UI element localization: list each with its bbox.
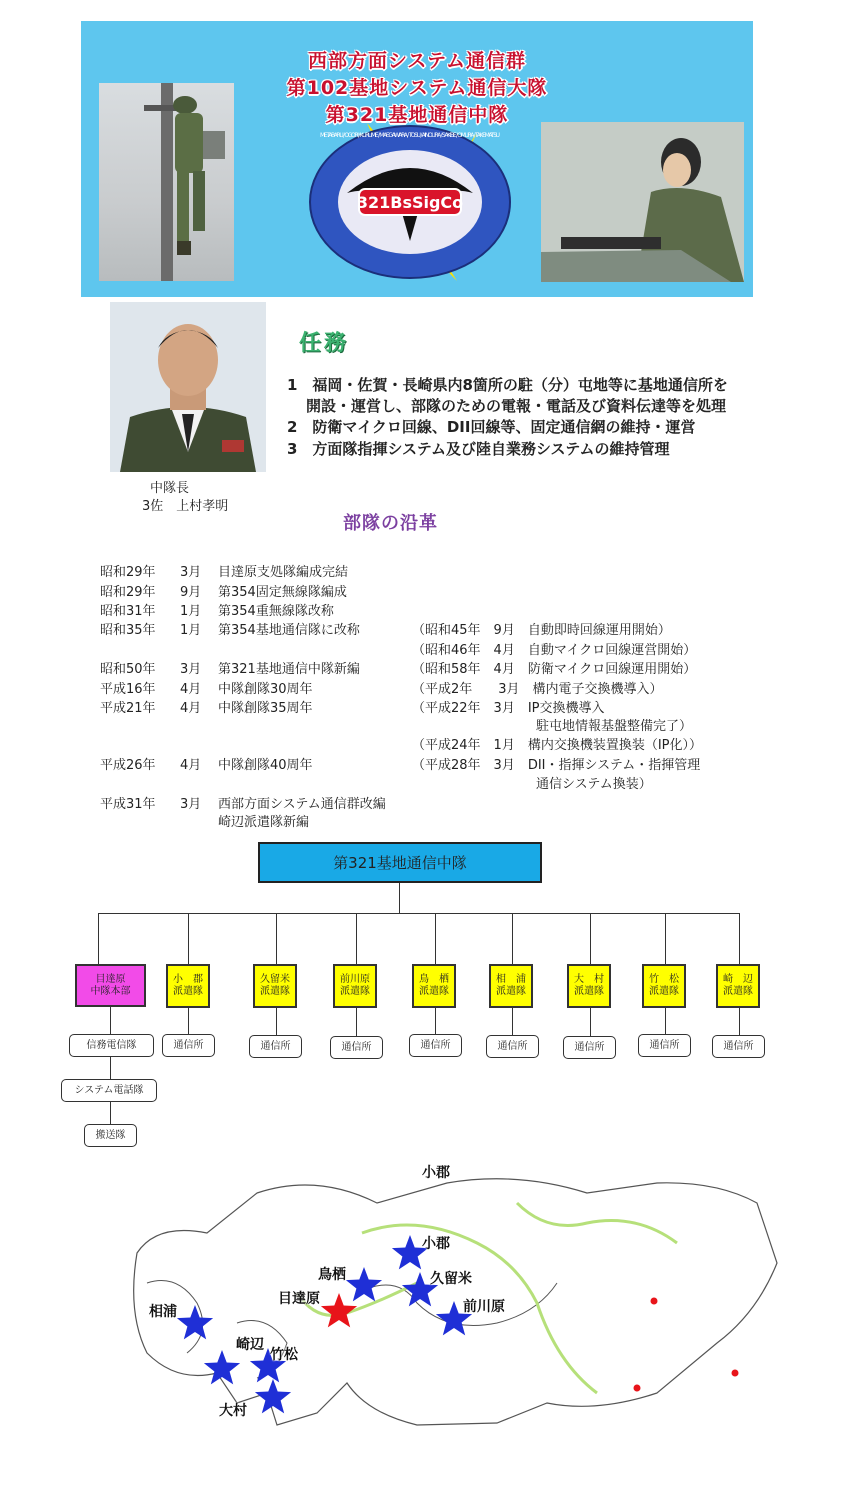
history-month: 3月: [180, 565, 202, 580]
org-station-box: 通信所: [712, 1035, 765, 1058]
org-hq-sub-box: システム電話隊: [61, 1079, 157, 1102]
org-unit-box: [489, 964, 533, 1008]
history-title: 部隊の沿革: [343, 513, 438, 534]
history-note: 通信システム換装）: [536, 777, 652, 792]
org-unit-name: 崎 辺: [723, 974, 753, 985]
org-hq-sub-box: 搬送隊: [84, 1124, 137, 1147]
org-unit-type: 派遣隊: [340, 986, 370, 997]
history-month: 1月: [180, 604, 202, 619]
org-unit-box: [333, 964, 377, 1008]
map-label-maegawara: 前川原: [463, 1299, 505, 1315]
org-unit-name: 前川原: [340, 974, 370, 985]
org-top-box: 第321基地通信中隊: [258, 842, 542, 883]
commander-rank-name: 3佐 上村孝明: [142, 499, 229, 514]
emblem-text: 321BsSigCo: [356, 193, 464, 212]
org-unit-type: 派遣隊: [496, 986, 526, 997]
header-banner: [81, 21, 753, 297]
history-year: 昭和50年: [100, 662, 156, 677]
org-station-box: 通信所: [563, 1036, 616, 1059]
history-event: 第354基地通信隊に改称: [218, 623, 360, 638]
photo-pole-climber: [99, 83, 234, 281]
map-label-takematsu: 竹松: [270, 1347, 298, 1363]
commander-role: 中隊長: [150, 481, 190, 496]
mission-title: 任務: [299, 331, 350, 356]
history-event: 中隊創隊40周年: [218, 758, 313, 773]
history-note: （昭和45年 9月 自動即時回線運用開始）: [412, 623, 671, 638]
org-hq-box: [75, 964, 146, 1007]
org-unit-box: [166, 964, 210, 1008]
org-station-box: 通信所: [162, 1034, 215, 1057]
history-event: 第354固定無線隊編成: [218, 585, 347, 600]
history-year: 平成16年: [100, 682, 156, 697]
org-unit-type: 派遣隊: [173, 986, 203, 997]
history-note: （昭和46年 4月 自動マイクロ回線運営開始）: [412, 643, 697, 658]
org-unit-type: 派遣隊: [574, 986, 604, 997]
history-month: 9月: [180, 585, 202, 600]
banner-title-line-1: 西部方面システム通信群: [307, 50, 527, 72]
commander-photo: [110, 302, 266, 472]
org-unit-name: 相 浦: [496, 974, 526, 985]
history-year: 平成26年: [100, 758, 156, 773]
org-unit-box: [642, 964, 686, 1008]
banner-title-line-2: 第102基地システム通信大隊: [286, 77, 548, 99]
org-unit-type: 派遣隊: [723, 986, 753, 997]
history-note: 駐屯地情報基盤整備完了）: [536, 719, 693, 734]
org-station-box: 通信所: [638, 1034, 691, 1057]
map-label-metabaru: 目達原: [278, 1291, 320, 1307]
mission-line-3: 2 防衛マイクロ回線、DII回線等、固定通信網の維持・運営: [287, 418, 696, 436]
org-unit-type: 派遣隊: [260, 986, 290, 997]
history-event: 中隊創隊35周年: [218, 701, 313, 716]
mission-line-1: 1 福岡・佐賀・長崎県内8箇所の駐（分）屯地等に基地通信所を: [287, 376, 728, 394]
history-year: 昭和31年: [100, 604, 156, 619]
emblem-ring-text: METABARU / OGORI / KURUME / MAEGAWARA / TOSU / AINOURA / SAKIBE / OMURA / TAKEMATSU: [319, 132, 501, 139]
history-year: 昭和35年: [100, 623, 156, 638]
history-month: 4月: [180, 682, 202, 697]
mission-line-2: 開設・運営し、部隊のための電報・電話及び資料伝達等を処理: [306, 397, 727, 415]
org-unit-name: 鳥 栖: [419, 974, 449, 985]
map-label-omura: 大村: [219, 1403, 247, 1419]
history-month: 3月: [180, 662, 202, 677]
photo-operator: [541, 122, 744, 282]
history-note: （平成24年 1月 構内交換機装置換装（IP化））: [412, 738, 702, 753]
map-label-tosu: 鳥栖: [318, 1267, 346, 1283]
mission-line-4: 3 方面隊指揮システム及び陸自業務システムの維持管理: [287, 440, 670, 458]
history-year: 昭和29年: [100, 565, 156, 580]
history-month: 3月: [180, 797, 202, 812]
org-unit-type: 派遣隊: [419, 986, 449, 997]
org-unit-type: 派遣隊: [649, 986, 679, 997]
org-unit-name: 小 郡: [173, 974, 203, 985]
org-unit-name: 竹 松: [649, 974, 679, 985]
history-year: 平成31年: [100, 797, 156, 812]
map-label-sakibe: 崎辺: [236, 1337, 264, 1353]
history-note: （平成28年 3月 DII・指揮システム・指揮管理: [412, 758, 701, 773]
history-event: 目達原支処隊編成完結: [218, 565, 349, 580]
history-month: 1月: [180, 623, 202, 638]
banner-title-line-3: 第321基地通信中隊: [325, 104, 509, 126]
org-unit-box: [716, 964, 760, 1008]
org-hq-sub-box: 信務電信隊: [69, 1034, 154, 1057]
org-station-box: 通信所: [409, 1034, 462, 1057]
history-month: 4月: [180, 701, 202, 716]
history-note: （平成2年 3月 構内電子交換機導入）: [412, 682, 663, 697]
org-unit-box: [253, 964, 297, 1008]
org-unit-name: 久留米: [260, 974, 290, 985]
org-station-box: 通信所: [249, 1035, 302, 1058]
org-unit-box: [412, 964, 456, 1008]
org-hq-line-2: 中隊本部: [90, 985, 131, 997]
history-event: 中隊創隊30周年: [218, 682, 313, 697]
org-station-box: 通信所: [330, 1036, 383, 1059]
org-unit-box: [567, 964, 611, 1008]
map-label-kurume: 久留米: [430, 1271, 472, 1287]
map-label-ainoura: 相浦: [149, 1304, 177, 1320]
map-label-ogori: 小郡: [422, 1236, 450, 1252]
org-station-box: 通信所: [486, 1035, 539, 1058]
org-hq-line-1: 目達原: [95, 973, 126, 985]
org-unit-name: 大 村: [574, 974, 604, 985]
history-note: （平成22年 3月 IP交換機導入: [412, 701, 605, 716]
history-event: 崎辺派遣隊新編: [218, 815, 310, 830]
unit-emblem: [307, 123, 513, 281]
location-map: [117, 1163, 785, 1429]
map-label-ogori: 小郡: [422, 1165, 450, 1181]
history-event: 西部方面システム通信群改編: [218, 797, 386, 812]
history-month: 4月: [180, 758, 202, 773]
history-year: 昭和29年: [100, 585, 156, 600]
history-event: 第321基地通信中隊新編: [218, 662, 360, 677]
history-year: 平成21年: [100, 701, 156, 716]
history-note: （昭和58年 4月 防衛マイクロ回線運用開始）: [412, 662, 697, 677]
history-event: 第354重無線隊改称: [218, 604, 334, 619]
